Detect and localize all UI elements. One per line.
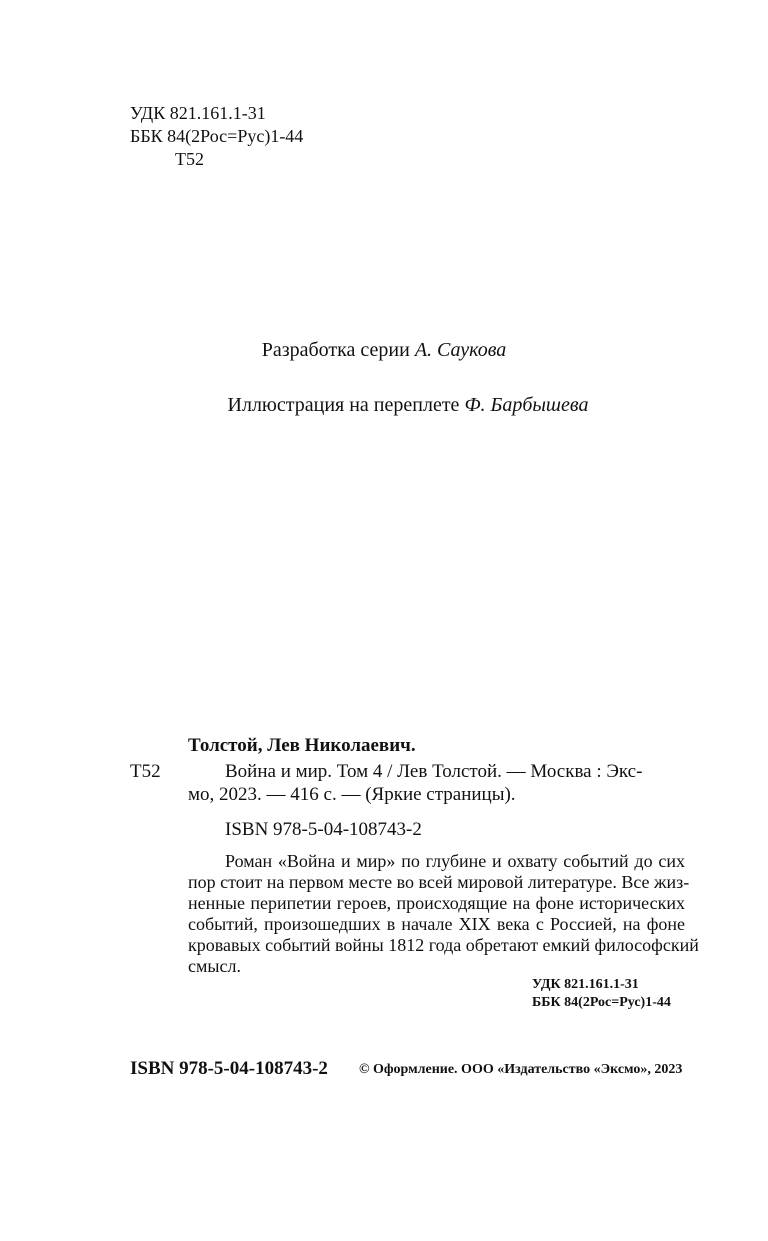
annotation-line: событий, произошедших в начале XIX века с Россией, на фоне (188, 914, 685, 934)
illustration-credit-name: Ф. Барбышева (464, 394, 589, 416)
catalog-isbn: ISBN 978-5-04-108743-2 (225, 819, 422, 840)
series-credit-name: А. Саукова (414, 339, 507, 361)
annotation-line: пор стоит на первом месте во всей мировой литературе. Все жиз- (188, 872, 690, 892)
bbk-code: ББК 84(2Рос=Рус)1-44 (130, 126, 304, 146)
footer-copyright: © Оформление. ООО «Издательство «Эксмо», 2023 (359, 1062, 683, 1077)
annotation-line: кровавых событий войны 1812 года обретают емкий философский (188, 935, 699, 955)
series-credit-prefix: Разработка серии (261, 339, 410, 361)
catalog-mark: Т52 (130, 761, 161, 782)
author-mark: Т52 (175, 149, 204, 169)
annotation-line: смысл. (188, 956, 241, 976)
catalog-author-heading: Толстой, Лев Николаевич. (188, 735, 416, 756)
annotation-line: Роман «Война и мир» по глубине и охвату событий до сих (225, 851, 685, 871)
catalog-annotation (188, 851, 699, 977)
illustration-credit (0, 392, 768, 418)
udk-code: УДК 821.161.1-31 (130, 103, 266, 123)
catalog-title-line-2: мо, 2023. — 416 с. — (Яркие страницы). (188, 784, 516, 805)
illustration-credit-prefix: Иллюстрация на переплете (227, 394, 460, 416)
catalog-bbk: ББК 84(2Рос=Рус)1-44 (532, 995, 671, 1010)
footer-isbn: ISBN 978-5-04-108743-2 (130, 1058, 328, 1079)
catalog-title-line-1: Война и мир. Том 4 / Лев Толстой. — Москва : Экс- (225, 761, 643, 782)
catalog-udk: УДК 821.161.1-31 (532, 977, 639, 992)
series-credit (0, 337, 768, 363)
annotation-line: ненные перипетии героев, происходящие на фоне исторических (188, 893, 685, 913)
